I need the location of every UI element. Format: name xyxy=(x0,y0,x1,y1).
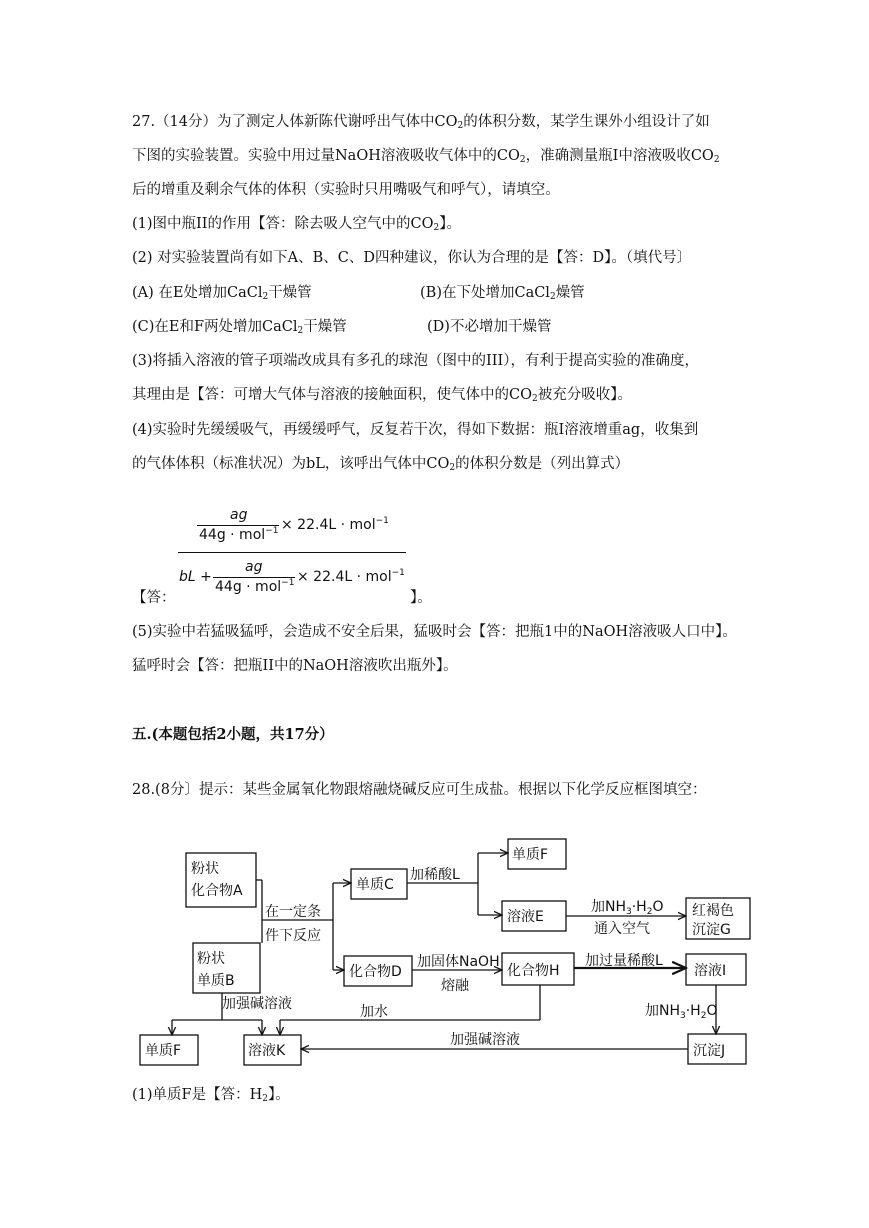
label-nh3-2: 加$NH_3\cdot H_2O$ xyxy=(645,1003,718,1021)
option-b: (B)在下处增加CaCl$_2$燥管 xyxy=(420,285,585,302)
label-j: 沉淀J xyxy=(693,1043,726,1059)
label-a-line2: 化合物A xyxy=(191,883,243,899)
label-naoh: 加固体NaOH xyxy=(417,954,500,970)
label-e: 溶液E xyxy=(507,909,544,925)
formula-ag-2: ag xyxy=(245,559,263,575)
answer-open: 【答： xyxy=(132,590,176,606)
label-air: 通入空气 xyxy=(594,921,650,937)
label-condition-2: 件下反应 xyxy=(265,928,321,944)
option-a: (A) 在E处增加CaCl$_2$干燥管 xyxy=(132,285,312,302)
label-d: 化合物D xyxy=(349,964,402,980)
section-heading: 五.(本题包括2小题，共17分） xyxy=(132,726,334,743)
q27-part-5-line-1: (5)实验中若猛吸猛呼，会造成不安全后果，猛吸时会【答：把瓶1中的NaOH溶液吸人口中】。 xyxy=(132,624,737,640)
label-k: 溶液K xyxy=(248,1043,286,1059)
label-nh3-1: 加$NH_3\cdot H_2O$ xyxy=(591,899,664,917)
label-f-top: 单质F xyxy=(512,847,549,863)
formula-den-2: 44g · mol$^{-1}$ xyxy=(215,578,295,595)
q27-part-4-line-1: (4)实验时先缓缓吸气，再缓缓呼气，反复若干次，得如下数据：瓶I溶液增重ag，收集到 xyxy=(132,422,699,438)
q27-line-1: 27.（14分）为了测定人体新陈代谢呼出气体中$CO_2$的体积分数，某学生课外小组设计了如 xyxy=(132,114,710,131)
q27-part-3-line-1: (3)将插入溶液的管子项端改成具有多孔的球泡（图中的III），有利于提高实验的准确度， xyxy=(132,353,699,369)
q27-part-2: (2) 对实验装置尚有如下A、B、C、D四种建议，你认为合理的是【答：D】。（填代号〕 xyxy=(132,250,692,266)
q27-line-2: 下图的实验装置。实验中用过量NaOH溶液吸收气体中的$CO_2$，准确测量瓶I中溶液吸收$CO_2$ xyxy=(132,148,720,165)
label-b-line1: 粉状 xyxy=(197,951,225,967)
label-a-line1: 粉状 xyxy=(191,861,219,877)
label-melt: 熔融 xyxy=(441,978,469,994)
label-f-bottom: 单质F xyxy=(145,1043,182,1059)
label-c: 单质C xyxy=(356,877,394,893)
label-strong-alkali-2: 加强碱溶液 xyxy=(450,1032,520,1048)
label-h: 化合物H xyxy=(507,963,560,979)
label-i: 溶液I xyxy=(694,963,727,979)
q27-part-5-line-2: 猛呼时会【答：把瓶II中的NaOH溶液吹出瓶外】。 xyxy=(132,658,458,674)
q27-part-3-line-2: 其理由是【答：可增大气体与溶液的接触面积，使气体中的$CO_2$被充分吸收】。 xyxy=(132,387,632,404)
label-water: 加水 xyxy=(360,1004,388,1020)
label-dilute-acid: 加稀酸L xyxy=(410,867,460,883)
formula-bl: bL + xyxy=(179,569,212,585)
option-c: (C)在E和F两处增加CaCl$_2$干燥管 xyxy=(132,319,347,336)
q28-intro: 28.(8分〕提示：某些金属氧化物跟熔融烧碱反应可生成盐。根据以下化学反应框图填空： xyxy=(132,782,707,798)
label-excess-acid: 加过量稀酸L xyxy=(585,953,663,969)
formula-ag-1: ag xyxy=(230,507,248,523)
answer-close: 】。 xyxy=(410,590,432,606)
label-g-line1: 红褐色 xyxy=(692,903,734,919)
q28-answer-1: (1)单质F是【答：$H_2$】。 xyxy=(132,1087,290,1104)
label-g-line2: 沉淀G xyxy=(692,922,731,938)
label-strong-alkali-1: 加强碱溶液 xyxy=(222,996,292,1012)
q27-line-3: 后的增重及剩余气体的体积（实验时只用嘴吸气和呼气），请填空。 xyxy=(132,182,560,198)
formula-den-1: 44g · mol$^{-1}$ xyxy=(199,526,279,543)
label-condition-1: 在一定条 xyxy=(265,904,321,920)
formula-mult-2: × 22.4L · mol$^{-1}$ xyxy=(297,568,405,585)
option-d: (D)不必增加干燥管 xyxy=(427,319,552,335)
q27-part-4-line-2: 的气体体积（标准状况）为bL，该呼出气体中$CO_2$的体积分数是（列出算式） xyxy=(132,456,630,473)
formula-mult-1: × 22.4L · mol$^{-1}$ xyxy=(281,516,389,533)
q27-part-1: (1)图中瓶II的作用【答：除去吸人空气中的$CO_2$】。 xyxy=(132,216,461,233)
label-b-line2: 单质B xyxy=(197,973,235,989)
